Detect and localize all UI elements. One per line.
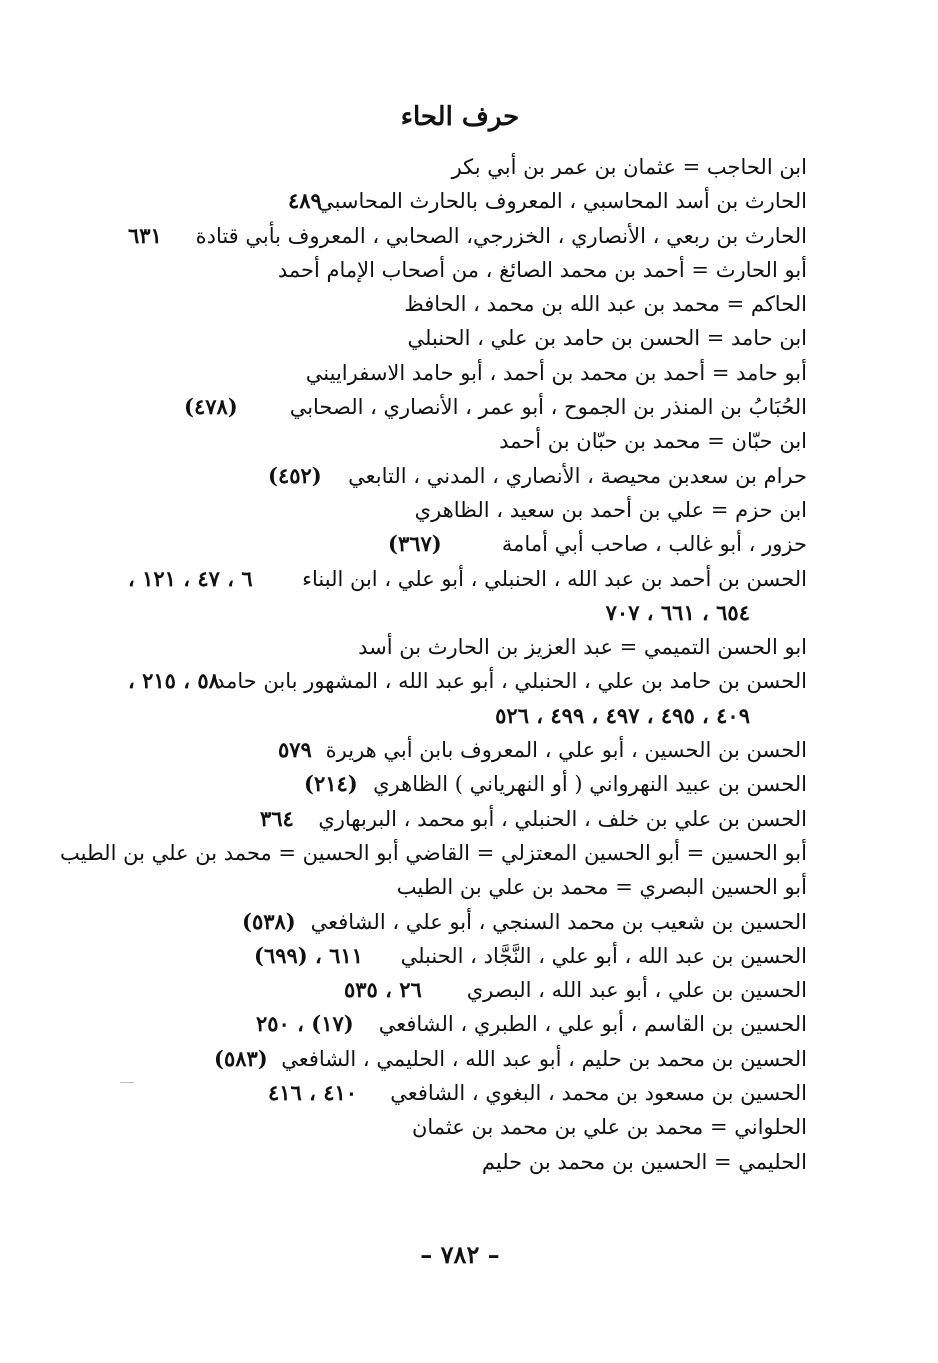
entry-text: الحاكم = محمد بن عبد الله بن محمد ، الحافظ xyxy=(404,292,807,317)
index-entry xyxy=(0,630,938,664)
entry-text: الحلواني = محمد بن علي بن محمد بن عثمان xyxy=(411,1115,807,1140)
entry-text: حزور ، أبو غالب ، صاحب أبي أمامة xyxy=(501,532,807,557)
index-entry xyxy=(0,356,938,390)
entry-text: ابن الحاجب = عثمان بن عمر بن أبي بكر xyxy=(451,155,807,179)
entry-text: الحسن بن علي بن خلف ، الحنبلي ، أبو محمد ، البربهاري xyxy=(318,806,807,831)
index-entry xyxy=(0,733,938,767)
index-entries xyxy=(0,150,938,1179)
entry-pages: ٤٨٩ xyxy=(288,188,322,214)
section-heading: حرف الحاء xyxy=(400,102,520,132)
index-entry xyxy=(0,1076,938,1110)
index-entry xyxy=(0,459,938,493)
entry-text: الحارث بن أسد المحاسبي ، المعروف بالحارث المحاسبي xyxy=(317,189,807,214)
index-entry xyxy=(0,939,938,973)
index-entry xyxy=(0,493,938,527)
entry-text: الحسن بن أحمد بن عبد الله ، الحنبلي ، أبو علي ، ابن البناء xyxy=(302,566,807,591)
index-entry xyxy=(0,664,938,698)
index-entry xyxy=(0,321,938,355)
index-entry xyxy=(0,973,938,1007)
entry-pages: (٥٨٣) xyxy=(214,1045,268,1071)
entry-text: الحسن بن حامد بن علي ، الحنبلي ، أبو عبد الله ، المشهور بابن حامد xyxy=(215,669,807,694)
page-number: – ٧٨٢ – xyxy=(420,1240,500,1269)
entry-text: ابن حامد = الحسن بن حامد بن علي ، الحنبلي xyxy=(407,326,807,351)
entry-pages: (٣٦٧) xyxy=(388,531,442,557)
entry-text: ابن حزم = علي بن أحمد بن سعيد ، الظاهري xyxy=(414,497,807,522)
entry-text: أبو الحسين البصري = محمد بن علي بن الطيب xyxy=(396,875,807,900)
index-entry xyxy=(0,870,938,904)
index-entry xyxy=(0,150,938,184)
index-entry xyxy=(0,287,938,321)
entry-text: أبو حامد = أحمد بن محمد بن أحمد ، أبو حامد الاسفراييني xyxy=(305,360,807,385)
entry-pages: ٤٠٩ ، ٤٩٥ ، ٤٩٧ ، ٤٩٩ ، ٥٢٦ xyxy=(495,702,750,728)
entry-text: الحسين بن شعيب بن محمد السنجي ، أبو علي ، الشافعي xyxy=(310,909,807,934)
entry-pages: ٢٦ ، ٥٣٥ xyxy=(344,977,422,1003)
entry-pages: ٦١١ ، (٦٩٩) xyxy=(254,942,363,968)
entry-pages: (٤٧٨) xyxy=(184,394,238,420)
entry-pages: (١٧) ، ٢٥٠ xyxy=(256,1011,354,1037)
index-entry xyxy=(0,905,938,939)
entry-text: الحسين بن مسعود بن محمد ، البغوي ، الشافعي xyxy=(390,1081,807,1106)
entry-text: أبو الحارث = أحمد بن محمد الصائغ ، من أصحاب الإمام أحمد xyxy=(277,257,807,282)
entry-text: الحسن بن عبيد النهرواني ( أو النهرياني ) الظاهري xyxy=(373,772,807,797)
entry-text: ابو الحسن التميمي = عبد العزيز بن الحارث بن أسد xyxy=(358,635,807,660)
index-entry xyxy=(0,562,938,596)
index-entry xyxy=(0,184,938,218)
entry-text: الحسين بن علي ، أبو عبد الله ، البصري xyxy=(466,978,807,1003)
entry-text: الحُبَابُ بن المنذر بن الجموح ، أبو عمر ، الأنصاري ، الصحابي xyxy=(289,395,807,420)
entry-text: الحسين بن عبد الله ، أبو علي ، النَّجَّاد ، الحنبلي xyxy=(400,943,807,968)
index-entry xyxy=(0,219,938,253)
index-entry xyxy=(0,390,938,424)
index-entry xyxy=(0,253,938,287)
index-entry xyxy=(0,836,938,870)
entry-text: أبو الحسين = أبو الحسين المعتزلي = القاضي أبو الحسين = محمد بن علي بن الطيب xyxy=(60,840,807,865)
entry-pages: (٤٥٢) xyxy=(268,462,322,488)
index-entry xyxy=(0,424,938,458)
entry-pages: ٥٨ ، ٢١٥ ، xyxy=(128,668,220,694)
index-entry xyxy=(0,767,938,801)
index-entry xyxy=(0,1007,938,1041)
entry-pages: ٦٣١ xyxy=(128,222,162,248)
index-entry xyxy=(0,1110,938,1144)
entry-pages: ٦ ، ٤٧ ، ١٢١ ، xyxy=(128,565,253,591)
entry-pages: ٦٥٤ ، ٦٦١ ، ٧٠٧ xyxy=(605,599,750,625)
entry-text: حرام بن سعدبن محيصة ، الأنصاري ، المدني ، التابعي xyxy=(348,463,807,488)
index-entry-continuation xyxy=(0,596,938,630)
index-entry xyxy=(0,1145,938,1179)
margin-mark xyxy=(120,1082,134,1083)
entry-text: ابن حبّان = محمد بن حبّان بن أحمد xyxy=(499,429,807,454)
entry-pages: (٢١٤) xyxy=(304,771,358,797)
index-entry-continuation xyxy=(0,699,938,733)
index-entry xyxy=(0,527,938,561)
entry-text: الحارث بن ربعي ، الأنصاري ، الخزرجي، الصحابي ، المعروف بأبي قتادة xyxy=(195,223,807,248)
entry-pages: (٥٣٨) xyxy=(242,908,296,934)
entry-text: الحسين بن محمد بن حليم ، أبو عبد الله ، الحليمي ، الشافعي xyxy=(281,1046,807,1071)
entry-pages: ٤١٠ ، ٤١٦ xyxy=(268,1080,358,1106)
entry-pages: ٣٦٤ xyxy=(260,805,294,831)
entry-text: الحسن بن الحسين ، أبو علي ، المعروف بابن أبي هريرة xyxy=(325,738,807,763)
index-entry xyxy=(0,802,938,836)
entry-text: الحسين بن القاسم ، أبو علي ، الطبري ، الشافعي xyxy=(378,1012,807,1037)
index-entry xyxy=(0,1042,938,1076)
entry-pages: ٥٧٩ xyxy=(278,737,312,763)
entry-text: الحليمي = الحسين بن محمد بن حليم xyxy=(481,1149,807,1174)
